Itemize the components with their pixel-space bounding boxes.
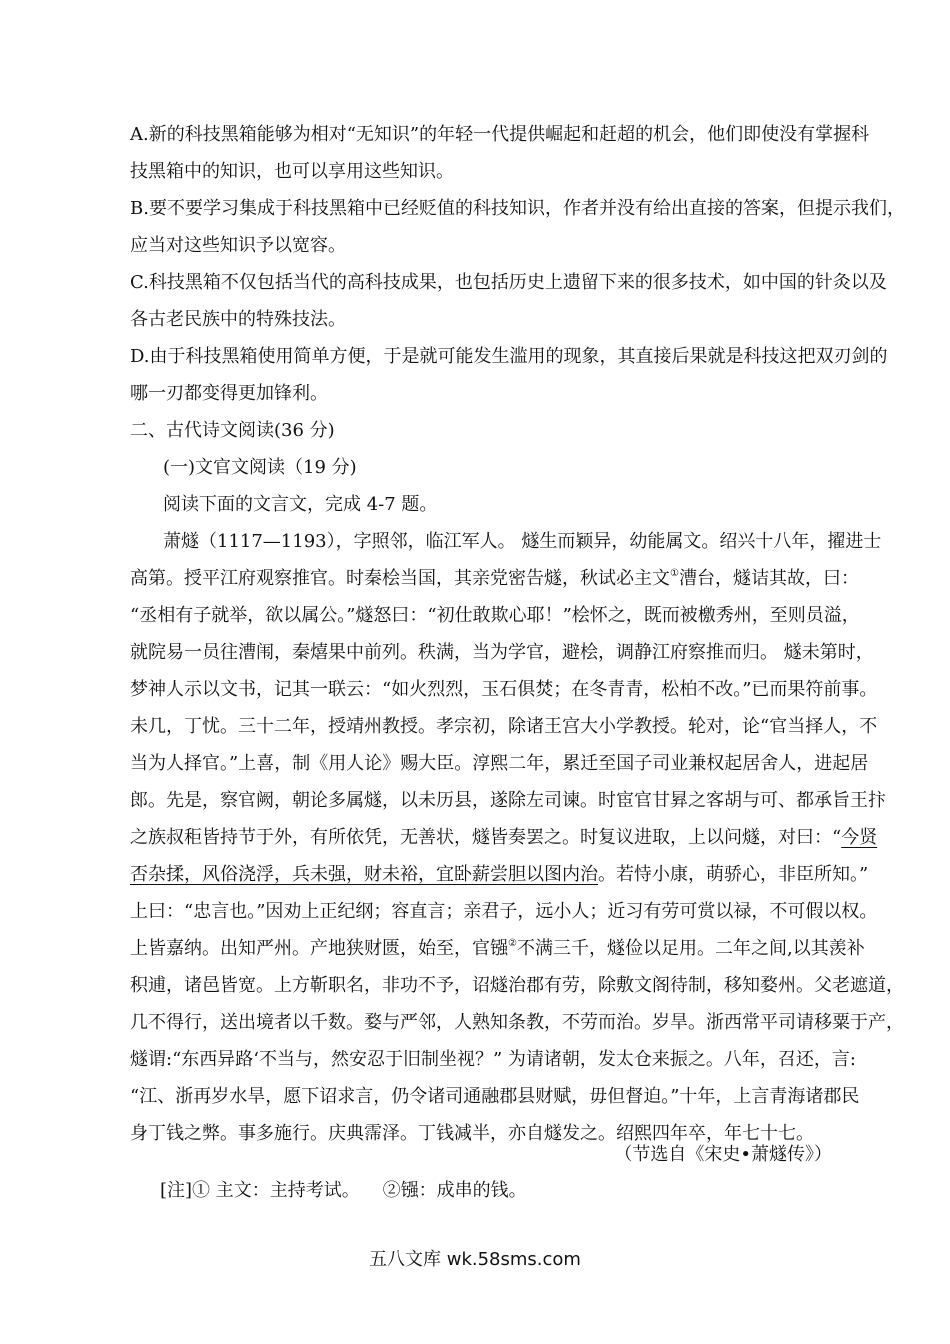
passage-line — [130, 819, 878, 856]
passage-line: 上曰：“忠言也。”因劝上正纪纲；容直言；亲君子，远小人；近习有劳可赏以禄，不可假以权。 — [130, 901, 878, 922]
passage-line: 郎。先是，察官阙，朝论多属燧，以未历县，遂除左司谏。时宦官甘昪之客胡与可、都承旨王抃 — [130, 790, 886, 811]
underlined-sentence: 今贤 — [841, 827, 878, 848]
passage-line: “江、浙再岁水旱，愿下诏求言，仍令诸司通融郡县财赋，毋但督迫。”十年，上言青海诸郡民 — [130, 1086, 860, 1107]
passage-line: 几不得行，送出境者以千数。婺与严邻，人熟知条教，不劳而治。岁旱。浙西常平司请移粟于产， — [130, 1012, 904, 1033]
passage-line: 萧燧（1117—1193），字照邻，临江军人。 燧生而颖异，幼能属文。绍兴十八年，擢进士 — [163, 531, 882, 552]
footer-watermark: 五八文库 wk.58sms.com — [369, 1249, 581, 1270]
passage-line — [130, 560, 859, 597]
subsection-title: (一)文官文阅读（19 分) — [163, 457, 357, 478]
passage-text: 不满三千，燧俭以足用。二年之间,以其羡补 — [516, 938, 865, 959]
option-b-line-2: 应当对这些知识予以宽容。 — [130, 235, 346, 256]
passage-source: （节选自《宋史•萧燧传》） — [614, 1144, 832, 1165]
passage-text: 漕台，燧诘其故，曰： — [678, 568, 859, 589]
section-title: 二、古代诗文阅读(36 分) — [130, 420, 335, 441]
passage-text: 上皆嘉纳。出知严州。产地狭财匮，始至，官镪 — [130, 938, 508, 959]
passage-line: 积逋，诸邑皆宽。上方靳职名，非功不予，诏燧治郡有劳，除敷文阁待制，移知婺州。父老遮道， — [130, 975, 904, 996]
passage-line: 未几，丁忧。三十二年，授靖州教授。孝宗初，除诸王宫大小学教授。轮对，论“官当择人，不 — [130, 716, 878, 737]
underlined-sentence: 否杂揉，风俗浇浮，兵未强，财未裕，宜卧薪尝胆以图内治 — [130, 864, 598, 885]
option-c-line-1: C.科技黑箱不仅包括当代的高科技成果，也包括历史上遗留下来的很多技术，如中国的针灸以及 — [130, 272, 887, 293]
option-d-line-2: 哪一刃都变得更加锋利。 — [130, 383, 328, 404]
footnote-marker-1: ① — [670, 568, 679, 579]
passage-line: 就院易一员往漕闱，秦熺果中前列。秩满，当为学官，避桧，调静江府察推而归。 燧未第时， — [130, 642, 874, 663]
passage-line: 燧谓:“东西异路‘不当与，然安忍于旧制坐视？” 为请诸朝，发太仓来振之。八年，召还，言: — [130, 1049, 856, 1070]
instruction: 阅读下面的文言文，完成 4-7 题。 — [163, 494, 438, 515]
passage-text: 。若恃小康，萌骄心，非臣所知。” — [598, 864, 869, 885]
passage-line — [130, 930, 865, 967]
passage-line — [130, 856, 869, 893]
option-c-line-2: 各古老民族中的特殊技法。 — [130, 309, 346, 330]
option-a-line-2: 技黑箱中的知识，也可以享用这些知识。 — [130, 161, 454, 182]
passage-text: 之族叔秬皆持节于外，有所依凭，无善状，燧皆奏罢之。时复议进取，上以问燧，对曰：“ — [130, 827, 842, 848]
footnotes: [注]① 主文：主持考试。 ②镪：成串的钱。 — [160, 1180, 527, 1201]
passage-line: 当为人择官。”上喜，制《用人论》赐大臣。淳熙二年，累迁至国子司业兼权起居舍人，进起居 — [130, 753, 869, 774]
option-b-line-1: B.要不要学习集成于科技黑箱中已经贬值的科技知识，作者并没有给出直接的答案，但提示我们， — [130, 198, 905, 219]
passage-line: 身丁钱之弊。事多施行。庆典霈泽。丁钱减半，亦自燧发之。绍熙四年卒，年七十七。 — [130, 1123, 814, 1144]
option-a-line-1: A.新的科技黑箱能够为相对“无知识”的年轻一代提供崛起和赶超的机会，他们即使没有掌握科 — [130, 124, 870, 145]
passage-text: 高第。授平江府观察推官。时秦桧当国，其亲党密告燧，秋试必主文 — [130, 568, 670, 589]
answer-options — [130, 116, 905, 523]
classical-passage — [130, 523, 904, 1152]
option-d-line-1: D.由于科技黑箱使用简单方便，于是就可能发生滥用的现象，其直接后果就是科技这把双刃剑的 — [130, 346, 888, 367]
footnote-marker-2: ② — [508, 938, 517, 949]
passage-line: 梦神人示以文书，记其一联云：“如火烈烈，玉石俱焚；在冬青青，松柏不改。”已而果符前事。 — [130, 679, 878, 700]
passage-line: “丞相有子就举，欲以属公。”燧怒曰：“初仕敢欺心耶！”桧怀之，既而被檄秀州，至则员溢， — [130, 605, 860, 626]
